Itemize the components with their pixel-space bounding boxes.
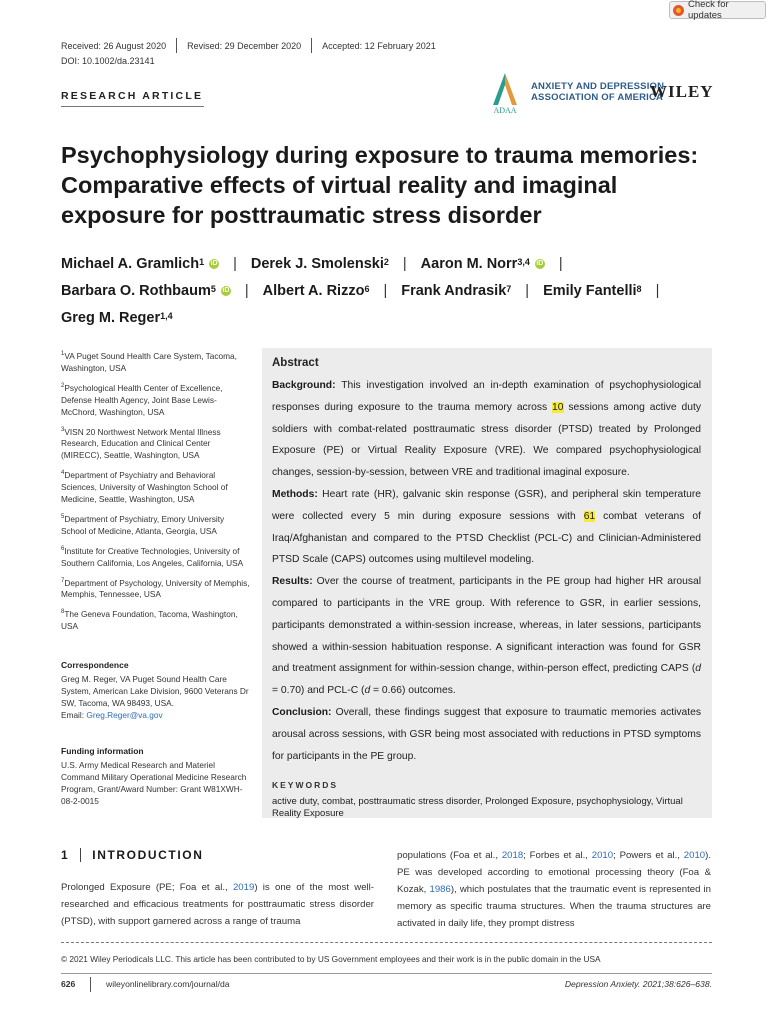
author-separator: | (655, 283, 660, 299)
correspondence (61, 659, 256, 721)
affiliation-text: Department of Psychiatry and Behavioral Sciences, University of Washington School of Medicine, Seattle, Washington, USA (61, 470, 228, 505)
affiliation-text: Department of Psychiatry, Emory University School of Medicine, Atlanta, Georgia, USA (61, 513, 225, 536)
section-title: INTRODUCTION (92, 848, 204, 862)
article-title: Psychophysiology during exposure to trauma memories: Comparative effects of virtual reality and imaginal exposure for posttraumatic stress disorder (61, 142, 699, 228)
citation-link[interactable]: 2018 (501, 850, 524, 861)
author-name[interactable]: Michael A. Gramlich (61, 256, 200, 272)
author-list (61, 251, 741, 332)
footer-separator (90, 977, 91, 992)
author-name[interactable]: Emily Fantelli (543, 283, 637, 299)
affiliation (61, 348, 251, 374)
effect-size-symbol: d (695, 663, 701, 675)
abstract-box (262, 348, 712, 818)
funding-information (61, 745, 251, 807)
conclusion-label: Conclusion: (272, 706, 332, 718)
author-affil-number: 6 (364, 284, 370, 294)
affiliation (61, 606, 251, 632)
methods-text: Heart rate (HR), galvanic skin response (GSR), and peripheral skin temperature were collected every 5 min during exposure sessions with (272, 488, 701, 522)
email-label: Email: (61, 710, 85, 720)
affiliation-text: VISN 20 Northwest Network Mental Illness Research, Education and Clinical Center (MIRECC), Seattle, Washington, USA (61, 426, 221, 461)
affiliation (61, 575, 251, 601)
abstract-conclusion (272, 702, 701, 767)
article-type-underline (61, 106, 204, 107)
body-text: ; Forbes et al., (523, 850, 588, 861)
affiliation-text: The Geneva Foundation, Tacoma, Washington, USA (61, 609, 238, 632)
background-text: sessions among active duty soldiers with combat-related posttraumatic stress disorder (PTSD) treated by Prolonged Exposure (PE) or Virtual Reality Exposure (VRE). We compared psychophysiological changes, session-by-session, between VRE and traditional imaginal exposure. (272, 401, 701, 479)
author-line (61, 278, 741, 305)
background-label: Background: (272, 380, 336, 391)
author-separator: | (558, 256, 563, 272)
author-separator: | (383, 283, 388, 299)
publisher-logo: WILEY (650, 82, 714, 101)
copyright-notice: © 2021 Wiley Periodicals LLC. This article has been contributed to by US Government employees and their work is in the public domain in the USA (61, 954, 601, 964)
journal-website-link[interactable]: wileyonlinelibrary.com/journal/da (106, 979, 230, 989)
author-affil-number: 5 (210, 284, 216, 294)
keywords-list: active duty, combat, posttraumatic stress disorder, Prolonged Exposure, psychophysiology, Virtual Reality Exposure (272, 796, 683, 820)
affiliation-number: 3 (61, 426, 65, 433)
effect-size-symbol: d (364, 685, 371, 697)
date-divider (176, 38, 177, 53)
article-type: RESEARCH ARTICLE (61, 90, 204, 102)
author-affil-number: 8 (636, 284, 642, 294)
methods-text: combat veterans of Iraq/Afghanistan and compared to the PTSD Checklist (PCL-C) and Clinician-Administered PTSD Scale (CAPS) outcomes using multilevel modeling. (272, 510, 701, 566)
author-name[interactable]: Greg M. Reger (61, 310, 161, 326)
affiliation-number: 6 (61, 545, 65, 552)
intro-column-right (397, 847, 711, 932)
results-text: Over the course of treatment, participants in the PE group had higher HR arousal compared to participants in the VRE group. With reference to GSR, in earlier sessions, participants demonstrated a within-session increase, whereas, in later sessions, participants showed a within-session habituation response. A significant interaction was found for GSR and treatment assignment for within-session change, within-person effect, predicting CAPS ( (272, 576, 701, 675)
author-line (61, 251, 741, 278)
intro-column-left (61, 879, 374, 930)
author-separator: | (402, 256, 407, 272)
correspondence-heading: Correspondence (61, 660, 129, 670)
author-name[interactable]: Aaron M. Norr (420, 256, 518, 272)
check-for-updates-button[interactable] (669, 1, 766, 19)
affiliation-number: 4 (61, 470, 65, 477)
affiliation (61, 380, 251, 418)
affiliation-text: Psychological Health Center of Excellence, Defense Health Agency, Joint Base Lewis-McChord, Washington, USA (61, 382, 223, 417)
revised-date: Revised: 29 December 2020 (187, 40, 302, 51)
affiliation-text: Institute for Creative Technologies, University of Southern California, Los Angeles, California, USA (61, 545, 244, 568)
author-affil-number: 7 (506, 284, 512, 294)
conclusion-text: Overall, these findings suggest that exposure to traumatic memories activates arousal across sessions, with GSR being most associated with reductions in PTSD symptoms for participants in the PE group. (272, 706, 701, 762)
orcid-icon[interactable]: iD (210, 259, 218, 267)
results-label: Results: (272, 576, 313, 588)
author-separator: | (244, 283, 249, 299)
citation-link[interactable]: 2010 (683, 850, 706, 861)
affiliation (61, 511, 251, 537)
methods-label: Methods: (272, 488, 318, 500)
affiliation-text: VA Puget Sound Health Care System, Tacoma, Washington, USA (61, 350, 237, 373)
date-divider (311, 38, 312, 53)
association-name (531, 81, 664, 103)
highlighted-number: 61 (583, 510, 596, 522)
body-text: ; Powers et al., (613, 850, 680, 861)
accepted-date: Accepted: 12 February 2021 (322, 40, 436, 51)
affiliation (61, 467, 251, 505)
body-text: ), which postulates that the traumatic event is represented in memory as specific trauma structures. When the trauma structures are activated in daily life, they prompt distress (397, 884, 712, 929)
author-affil-number: 1,4 (160, 311, 173, 321)
section-number: 1 (61, 848, 70, 862)
received-date: Received: 26 August 2020 (61, 40, 167, 51)
results-text: = 0.66) outcomes. (370, 685, 456, 697)
footer-dashed-divider (61, 942, 712, 943)
abstract-heading: Abstract (272, 357, 319, 369)
author-affil-number: 3,4 (517, 257, 530, 267)
journal-citation: Depression Anxiety. 2021;38:626–638. (564, 979, 712, 989)
association-name-line1: ANXIETY AND DEPRESSION (531, 81, 665, 92)
results-text: = 0.70) and PCL-C ( (272, 685, 365, 697)
author-name[interactable]: Albert A. Rizzo (262, 283, 365, 299)
section-heading-introduction (61, 848, 203, 862)
author-separator: | (233, 256, 237, 272)
adaa-acronym: ADAA (493, 106, 517, 115)
affiliations (61, 348, 251, 638)
section-divider (80, 848, 81, 862)
adaa-logo-icon (487, 71, 523, 115)
funding-heading: Funding information (61, 746, 144, 756)
affiliation (61, 543, 251, 569)
abstract-results (272, 571, 701, 702)
affiliation-number: 1 (61, 351, 65, 357)
citation-link[interactable]: 1986 (429, 884, 451, 895)
abstract-background (272, 375, 701, 484)
body-text: Prolonged Exposure (PE; Foa et al., (61, 882, 228, 893)
body-text: ) is one of the most well-researched and efficacious treatments for posttraumatic stress disorder (PTSD), with support garnered across a range of trauma (61, 882, 374, 927)
citation-link[interactable]: 2019 (232, 882, 255, 893)
keywords-heading: KEYWORDS (272, 780, 339, 791)
author-affil-number: 2 (383, 257, 389, 267)
highlighted-number: 10 (552, 401, 564, 413)
update-icon (673, 5, 684, 16)
funding-text: U.S. Army Medical Research and Materiel Command Military Operational Medicine Research Program, Grant/Award Number: Grant W81XWH-08-2-0015 (61, 760, 247, 806)
background-text: This investigation involved an in-depth examination of psychophysiological responses during exposure to the trauma memory across (272, 380, 701, 413)
author-line (61, 305, 741, 332)
orcid-icon[interactable]: iD (536, 259, 544, 267)
author-separator: | (525, 283, 530, 299)
check-for-updates-label: Check for updates (687, 0, 729, 21)
email-link[interactable]: Greg.Reger@va.gov (86, 710, 163, 720)
affiliation (61, 424, 251, 462)
author-name[interactable]: Frank Andrasik (401, 283, 507, 299)
publication-dates (61, 38, 436, 53)
author-name[interactable]: Barbara O. Rothbaum (61, 283, 211, 299)
author-name[interactable]: Derek J. Smolenski (250, 256, 384, 272)
author-affil-number: 1 (199, 257, 205, 267)
correspondence-text: Greg M. Reger, VA Puget Sound Health Care System, American Lake Division, 9600 Veterans Dr SW, Tacoma, WA 98493, USA. (61, 674, 249, 708)
affiliation-number: 5 (61, 514, 65, 521)
body-text: populations (Foa et al., (397, 850, 499, 861)
affiliation-number: 7 (61, 577, 65, 584)
orcid-icon[interactable]: iD (222, 286, 230, 294)
footer-divider (61, 973, 712, 974)
affiliation-text: Department of Psychology, University of Memphis, Memphis, Tennessee, USA (61, 577, 250, 600)
doi: DOI: 10.1002/da.23141 (61, 56, 155, 66)
abstract-body (272, 375, 701, 767)
affiliation-number: 8 (61, 609, 65, 616)
page-number: 626 (61, 979, 76, 989)
affiliation-number: 2 (61, 382, 65, 389)
abstract-methods (272, 484, 701, 571)
association-name-line2: ASSOCIATION OF AMERICA (531, 92, 664, 103)
body-text: ). PE was developed according to emotional processing theory (Foa & Kozak, (397, 850, 711, 895)
citation-link[interactable]: 2010 (591, 850, 614, 861)
